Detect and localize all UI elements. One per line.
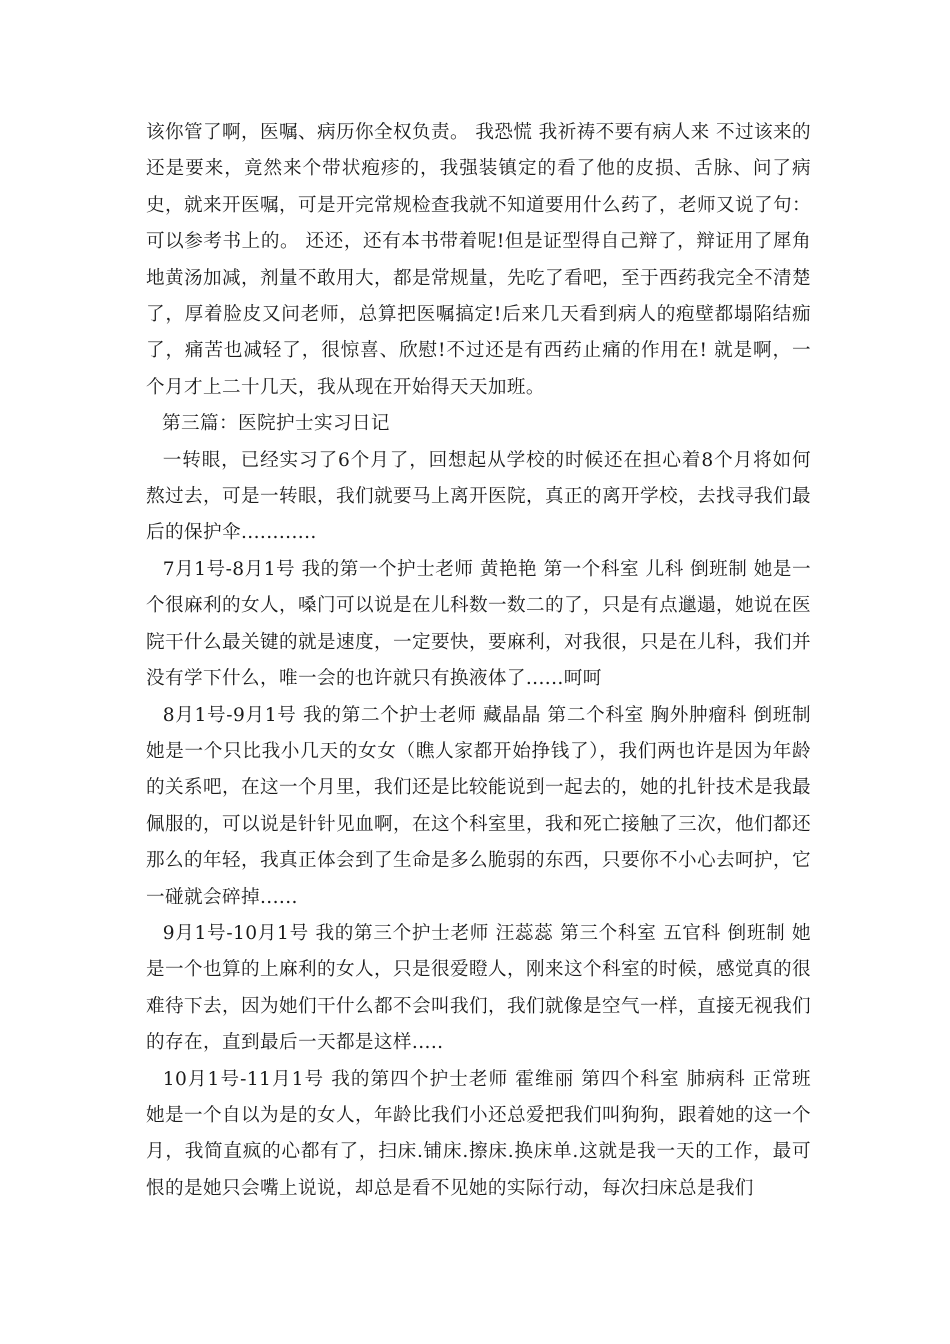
body-paragraph-1: 该你管了啊，医嘱、病历你全权负责。 我恐慌 我祈祷不要有病人来 不过该来的还是要来，竟然来个带状疱疹的，我强装镇定的看了他的皮损、舌脉、问了病史，就来开医嘱，可是开完常规检查我就不知道要用什么药了，老师又说了句： 可以参考书上的。 还还，还有本书带着呢!但是证型得自己辩了，辩证用了犀角地黄汤加减，剂量不敢用大，都是常规量，先吃了看吧，至于西药我完全不清楚了，厚着脸皮又问老师，总算把医嘱搞定!后来几天看到病人的疱壁都塌陷结痂了，痛苦也减轻了，很惊喜、欣慰!不过还是有西药止痛的作用在! 就是啊，一个月才上二十几天，我从现在开始得天天加班。 bbox=[146, 122, 811, 398]
diary-paragraph-month-4: 10月1号-11月1号 我的第四个护士老师 霍维丽 第四个科室 肺病科 正常班 她是一个自以为是的女人，年龄比我们小还总爱把我们叫狗狗，跟着她的这一个月，我简直疯的心都有了，扫床.铺床.擦床.换床单.这就是我一天的工作，最可恨的是她只会嘴上说说，却总是看不见她的实际行动，每次扫床总是我们 bbox=[146, 1068, 811, 1199]
section-title: 第三篇：医院护士实习日记 bbox=[162, 413, 390, 435]
diary-paragraph-month-1: 7月1号-8月1号 我的第一个护士老师 黄艳艳 第一个科室 儿科 倒班制 她是一个很麻利的女人，嗓门可以说是在儿科数一数二的了，只是有点邋遢，她说在医院干什么最关键的就是速度，一定要快，要麻利，对我很，只是在儿科，我们并没有学下什么，唯一会的也许就只有换液体了......呵呵 bbox=[146, 558, 811, 690]
diary-paragraph-month-3: 9月1号-10月1号 我的第三个护士老师 汪蕊蕊 第三个科室 五官科 倒班制 她是一个也算的上麻利的女人，只是很爱瞪人，刚来这个科室的时候，感觉真的很难待下去，因为她们干什么都不会叫我们，我们就像是空气一样，直接无视我们的存在，直到最后一天都是这样..... bbox=[146, 922, 811, 1054]
diary-paragraph-month-2: 8月1号-9月1号 我的第二个护士老师 藏晶晶 第二个科室 胸外肿瘤科 倒班制 她是一个只比我小几天的女女（瞧人家都开始挣钱了），我们两也许是因为年龄的关系吧，在这一个月里，我们还是比较能说到一起去的，她的扎针技术是我最佩服的，可以说是针针见血啊，在这个科室里，我和死亡接触了三次，他们都还那么的年轻，我真正体会到了生命是多么脆弱的东西，只要你不小心去呵护，它一碰就会碎掉...... bbox=[146, 704, 811, 908]
document-page bbox=[146, 115, 811, 1207]
diary-paragraph-intro: 一转眼，已经实习了6个月了，回想起从学校的时候还在担心着8个月将如何熬过去，可是一转眼，我们就要马上离开医院，真正的离开学校，去找寻我们最后的保护伞............ bbox=[146, 449, 811, 544]
